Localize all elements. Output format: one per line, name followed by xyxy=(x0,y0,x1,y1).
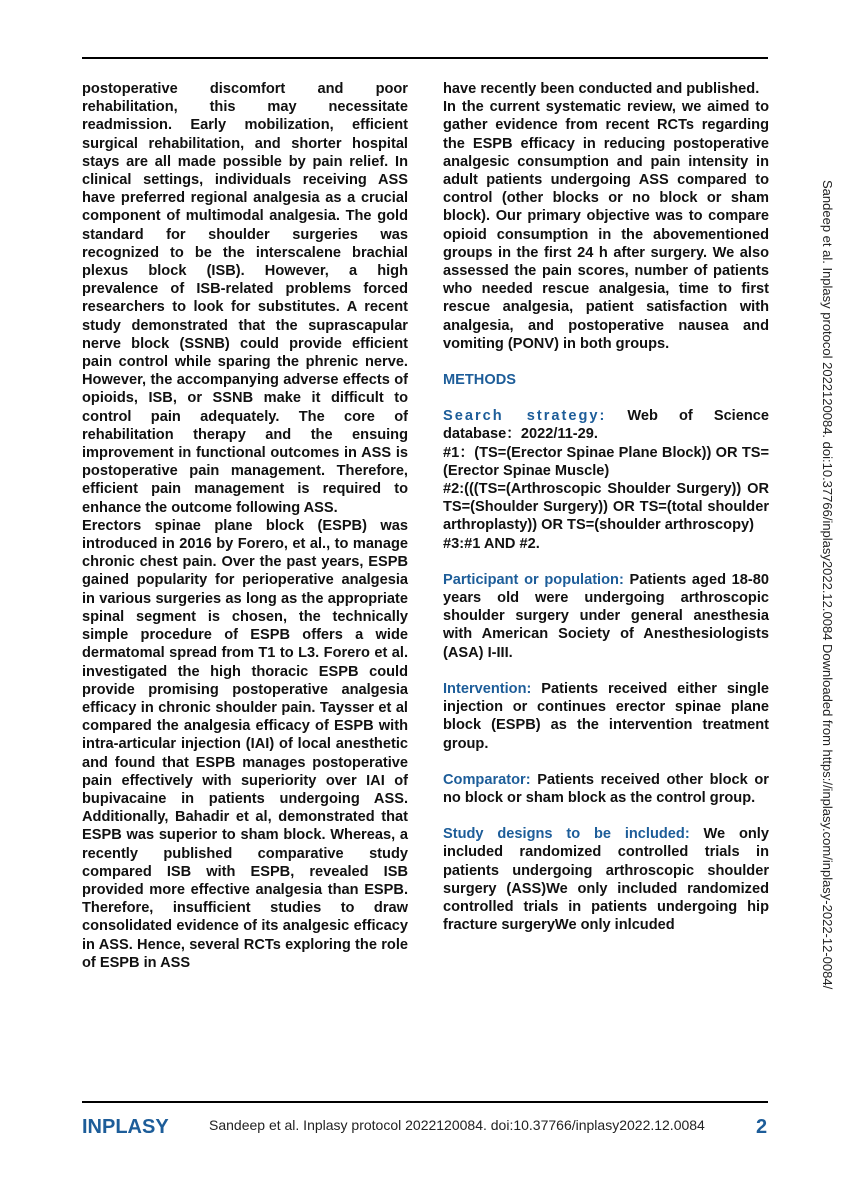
body-paragraph: In the current systematic review, we aimed to gather evidence from recent RCTs regarding the ESPB efficacy in reducing postoperative analgesic consumption and pain intensity in adult patients undergoing ASS compared to control (other blocks or no block or sham block). Our primary objective was to compare opioid consumption in the abovementioned groups in the first 24 h after surgery. We also assessed the pain scores, number of patients who needed rescue analgesia, time to first rescue analgesia, patient satisfaction with analgesia, and postoperative nausea and vomiting (PONV) in both groups. xyxy=(443,99,769,352)
side-download-notice: Sandeep et al. Inplasy protocol 2022120084. doi:10.37766/inplasy2022.12.0084 Downloaded from https://inplasy.com/inplasy-2022-12-0084/ xyxy=(820,180,835,990)
bottom-rule xyxy=(82,1101,768,1103)
section-text: Web of Science database：2022/11-29. xyxy=(443,408,769,443)
comparator-paragraph xyxy=(443,771,769,807)
methods-heading: METHODS xyxy=(443,372,516,389)
section-label: Comparator: xyxy=(443,771,531,788)
participant-paragraph xyxy=(443,571,769,662)
intervention-paragraph xyxy=(443,680,769,753)
footer-citation: Sandeep et al. Inplasy protocol 2022120084. doi:10.37766/inplasy2022.12.0084 xyxy=(209,1117,705,1133)
top-rule xyxy=(82,57,768,59)
section-text: Patients received other block or no block or sham block as the control group. xyxy=(443,771,769,806)
search-query-line: #3:#1 AND #2. xyxy=(443,535,540,552)
body-paragraph: Erectors spinae plane block (ESPB) was introduced in 2016 by Forero, et al., to manage chronic chest pain. Over the past years, ESPB gained popularity for perioperative analgesia in various surgeries as long as the appropriate spinal segment is chosen, the technically simple procedure of ESPB offers a wide dermatomal spread from T1 to L3. Forero et al. investigated the high thoracic ESPB could provide promising postoperative analgesia efficacy in chronic shoulder pain. Taysser et al compared the analgesia efficacy of ESPB with intra-articular injection (IAI) of local anesthetic and found that ESPB manages postoperative pain effectively with superiority over IAI of bupivacaine in patients undergoing ASS. Additionally, Bahadir et al, demonstrated that ESPB was superior to sham block. Whereas, a recently published comparative study compared ISB with ESPB, revealed ISB provided more effective analgesia than ESPB. Therefore, insufficient studies to draw consolidated evidence of its analgesic efficacy in ASS. Hence, several RCTs exploring the role of ESPB in ASS xyxy=(82,517,408,971)
left-column xyxy=(82,80,408,972)
section-text: Patients aged 18-80 years old were undergoing arthroscopic shoulder surgery under general anesthesia with American Society of Anesthesiologists (ASA) I-III. xyxy=(443,571,770,661)
section-label: Search strategy: xyxy=(443,408,607,425)
section-label: Study designs to be included: xyxy=(443,826,690,843)
section-text: Patients received either single injection or continues erector spinae plane block (ESPB) as the intervention treatment group. xyxy=(443,680,769,752)
right-column xyxy=(443,80,769,934)
study-designs-paragraph xyxy=(443,825,769,934)
search-query-line: #1：(TS=(Erector Spinae Plane Block)) OR TS=(Erector Spinae Muscle) xyxy=(443,444,769,479)
search-strategy-paragraph xyxy=(443,407,769,443)
body-paragraph: have recently been conducted and published. xyxy=(443,81,760,97)
search-query-line: #2:(((TS=(Arthroscopic Shoulder Surgery)) OR TS=(Shoulder Surgery)) OR TS=(total shoulder arthroplasty)) OR TS=(shoulder arthroscopy) xyxy=(443,481,769,534)
body-paragraph: postoperative discomfort and poor rehabilitation, this may necessitate readmission. Early mobilization, efficient surgical rehabilitation, and shorter hospital stays are all made possible by pain relief. In clinical settings, individuals receiving ASS have preferred regional analgesia as a crucial component of multimodal analgesia. The gold standard for shoulder surgeries was recognized to be the interscalene brachial plexus block (ISB). However, a high prevalence of ISB-related problems forced researchers to look for substitutes. A recent study demonstrated that the suprascapular nerve block (SSNB) could provide efficient pain control while sparing the phrenic nerve. However, the accompanying adverse effects of opioids, ISB, or SSNB make it difficult to control pain adequately. The core of rehabilitation therapy and the ensuing improvement in functional outcomes in ASS is postoperative pain management. Therefore, efficient pain management is required to enhance the outcome following ASS. xyxy=(82,81,408,516)
page-number: 2 xyxy=(756,1116,768,1138)
section-text: We only included randomized controlled trials in patients undergoing arthroscopic shoulder surgery (ASS)We only included randomized controlled trials in patients undergoing hip fracture surgeryWe only inlcuded xyxy=(443,826,769,934)
section-label: Participant or population: xyxy=(443,571,624,588)
section-label: Intervention: xyxy=(443,680,532,697)
footer-brand-logo: INPLASY xyxy=(82,1116,169,1138)
